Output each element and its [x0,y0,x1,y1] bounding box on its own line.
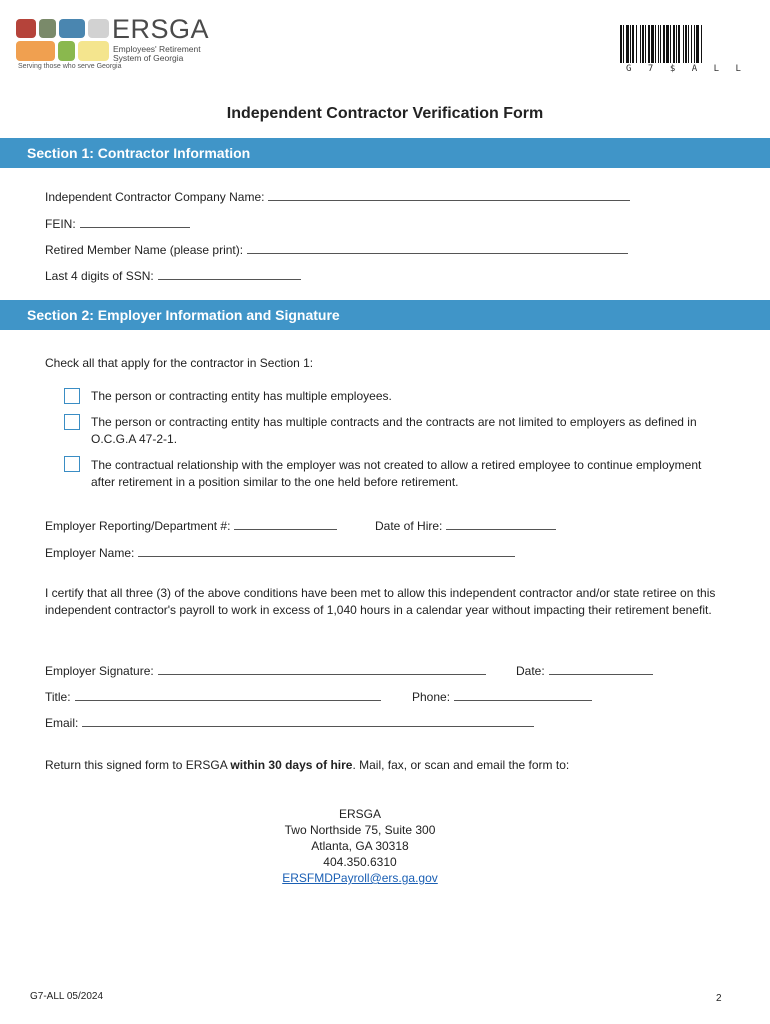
return-prefix: Return this signed form to ERSGA [45,758,231,772]
phone-label: Phone: [412,690,451,704]
option-2-checkbox[interactable] [64,414,80,430]
barcode [620,25,745,63]
form-id: G7-ALL 05/2024 [30,991,104,1002]
employer-name-field[interactable] [45,544,515,560]
barcode-bar [696,25,699,63]
barcode-bar [651,25,654,63]
ssn-blank[interactable] [158,267,301,280]
logo-tile-red [16,19,36,38]
barcode-char: L [713,64,720,74]
option-3-checkbox[interactable] [64,456,80,472]
title-label: Title: [45,690,71,704]
address-phone: 404.350.6310 [323,855,397,869]
barcode-bar [666,25,669,63]
barcode-bar [640,25,641,63]
address-city: Atlanta, GA 30318 [311,839,409,853]
logo-tile-blue [59,19,85,38]
barcode-bar [676,25,677,63]
member-name-field[interactable] [45,241,628,257]
barcode-bar [632,25,634,63]
address-email-link[interactable]: ERSFMDPayroll@ers.ga.gov [282,871,438,885]
barcode-bar [620,25,622,63]
logo-tile-pattern [39,19,56,38]
company-name-field[interactable] [45,188,630,204]
return-deadline: within 30 days of hire [230,758,353,772]
barcode-bar [655,25,656,63]
signature-date-blank[interactable] [549,662,653,675]
barcode-char: $ [669,64,676,74]
barcode-bar [642,25,644,63]
fein-label: FEIN: [45,217,76,231]
employer-name-blank[interactable] [138,544,515,557]
option-3-text: The contractual relationship with the employer was not created to allow a retired employee to continue employment after retirement in a position similar to the one held before retirement. [91,458,702,489]
form-title: Independent Contractor Verification Form [226,105,544,122]
logo-tile-green [58,41,75,61]
phone-blank[interactable] [454,688,592,701]
section-2-heading: Section 2: Employer Information and Signature [0,300,770,330]
barcode-bar [678,25,680,63]
brand-name: ERSGA [112,14,210,44]
option-1-text: The person or contracting entity has multiple employees. [91,389,392,403]
option-2-text: The person or contracting entity has multiple contracts and the contracts are not limited to employers as defined in O.C.G.A 47-2-1. [91,415,697,446]
certification-text: I certify that all three (3) of the above conditions have been met to allow this independent contractor and/or state retiree on this independent contractor's payroll to work in excess of 1,040 hours in a calendar year without impacting their retirement benefit. [45,586,716,617]
signature-blank[interactable] [158,662,486,675]
barcode-bar [636,25,637,63]
signature-date-label: Date: [516,664,545,678]
fein-blank[interactable] [80,215,190,228]
email-label: Email: [45,716,79,730]
company-name-label: Independent Contractor Company Name: [45,190,265,204]
email-blank[interactable] [82,714,534,727]
brand-subtitle-2: System of Georgia [113,53,184,63]
ssn-label: Last 4 digits of SSN: [45,269,154,283]
logo-tile-orange [16,41,55,61]
barcode-bar [685,25,687,63]
signature-date-field[interactable] [516,662,653,678]
mailing-address [0,806,720,886]
employer-name-label: Employer Name: [45,546,135,560]
email-field[interactable] [45,714,534,730]
barcode-bar [691,25,692,63]
barcode-bar [660,25,661,63]
barcode-bar [658,25,659,63]
check-intro: Check all that apply for the contractor in Section 1: [45,356,314,370]
fein-field[interactable] [45,215,190,231]
barcode-bar [630,25,631,63]
barcode-bar [694,25,695,63]
department-blank[interactable] [234,517,337,530]
ssn-field[interactable] [45,267,301,283]
barcode-bar [648,25,650,63]
barcode-bar [626,25,629,63]
return-instructions [45,758,569,772]
barcode-char: 7 [647,64,654,74]
member-name-blank[interactable] [247,241,628,254]
department-field[interactable] [45,517,337,533]
title-field[interactable] [45,688,381,704]
logo-tile-grey [88,19,109,38]
barcode-bar [670,25,671,63]
barcode-char: A [691,64,698,74]
logo-tile-yellow [78,41,109,61]
address-street: Two Northside 75, Suite 300 [284,823,436,837]
barcode-bar [623,25,624,63]
section-1-heading: Section 1: Contractor Information [0,138,770,168]
signature-field[interactable] [45,662,486,678]
barcode-bar [683,25,684,63]
hire-date-blank[interactable] [446,517,556,530]
hire-date-field[interactable] [375,517,556,533]
barcode-char: L [735,64,741,74]
barcode-bar [663,25,665,63]
page-number: 2 [716,993,722,1004]
phone-field[interactable] [412,688,592,704]
hire-date-label: Date of Hire: [375,519,443,533]
barcode-bar [645,25,646,63]
barcode-bar [701,25,702,63]
barcode-char: G [626,64,632,74]
department-label: Employer Reporting/Department #: [45,519,231,533]
logo-tagline: Serving those who serve Georgia [18,63,122,70]
barcode-bar [688,25,689,63]
barcode-label [626,64,741,74]
address-name: ERSGA [338,807,381,821]
title-blank[interactable] [75,688,381,701]
company-name-blank[interactable] [268,188,630,201]
member-name-label: Retired Member Name (please print): [45,243,244,257]
brand-subtitle-1: Employees' Retirement [113,44,201,54]
option-1-checkbox[interactable] [64,388,80,404]
signature-label: Employer Signature: [45,664,154,678]
return-suffix: . Mail, fax, or scan and email the form to: [352,758,570,772]
barcode-bar [673,25,675,63]
